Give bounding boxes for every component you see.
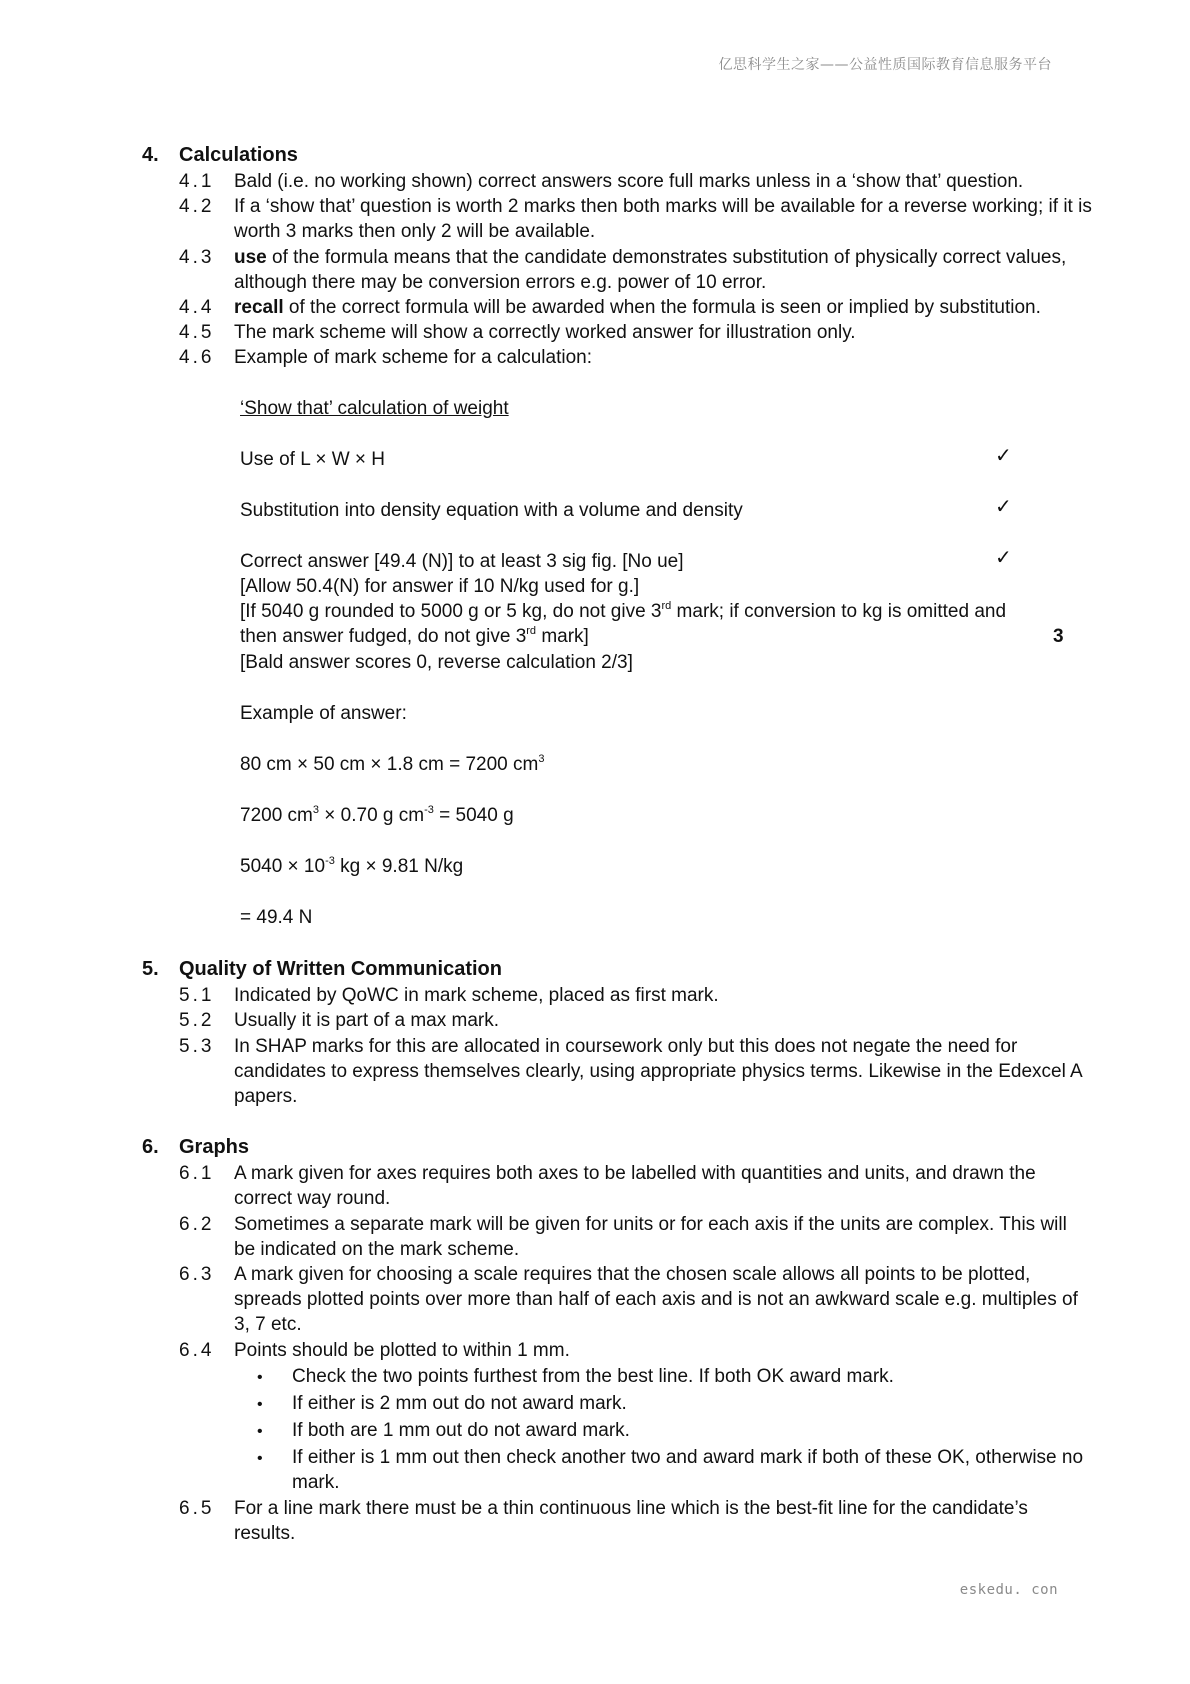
- item-5-3-text: In SHAP marks for this are allocated in coursework only but this does not negate the need for: [234, 1036, 1018, 1057]
- answer-label: Example of answer:: [240, 703, 407, 724]
- item-4-2-number: 4.2: [179, 196, 215, 217]
- item-6-5-text-cont: results.: [234, 1523, 296, 1544]
- item-5-2-text: Usually it is part of a max mark.: [234, 1010, 500, 1031]
- item-6-5-number: 6.5: [179, 1498, 215, 1519]
- item-4-2-text-cont: worth 3 marks then only 2 will be available.: [234, 221, 596, 242]
- item-5-3-number: 5.3: [179, 1036, 215, 1057]
- item-4-4-text: recall of the correct formula will be awarded when the formula is seen or implied by substitution.: [234, 297, 1041, 318]
- item-5-1-number: 5.1: [179, 985, 215, 1006]
- item-4-5-number: 4.5: [179, 322, 215, 343]
- section-5-title: Quality of Written Communication: [179, 958, 502, 980]
- bullet-4-text: If either is 1 mm out then check another two and award mark if both of these OK, otherwise no: [292, 1447, 1084, 1468]
- item-5-3-text-cont: papers.: [234, 1086, 298, 1107]
- bullet-icon: •: [257, 1396, 263, 1413]
- item-6-3-text-cont: 3, 7 etc.: [234, 1314, 302, 1335]
- bullet-1-text: Check the two points furthest from the best line. If both OK award mark.: [292, 1366, 894, 1387]
- bullet-2-text: If either is 2 mm out do not award mark.: [292, 1393, 627, 1414]
- item-4-1-text: Bald (i.e. no working shown) correct answers score full marks unless in a ‘show that’ question.: [234, 171, 1024, 192]
- note-rounded: [If 5040 g rounded to 5000 g or 5 kg, do not give 3rd mark; if conversion to kg is omitted and: [240, 600, 1007, 622]
- section-4-title: Calculations: [179, 144, 298, 166]
- bullet-icon: •: [257, 1369, 263, 1386]
- tick-icon: ✓: [995, 494, 1012, 518]
- item-4-3-number: 4.3: [179, 247, 215, 268]
- page-footer: eskedu. con: [959, 1582, 1058, 1598]
- item-4-5-text: The mark scheme will show a correctly worked answer for illustration only.: [234, 322, 856, 343]
- mark-3-text: Correct answer [49.4 (N)] to at least 3 sig fig. [No ue]: [240, 551, 684, 572]
- item-4-6-text: Example of mark scheme for a calculation:: [234, 347, 592, 368]
- page-header: 亿思科学生之家——公益性质国际教育信息服务平台: [718, 57, 1052, 73]
- item-6-1-text: A mark given for axes requires both axes to be labelled with quantities and units, and drawn the: [234, 1163, 1036, 1184]
- item-6-3-text-cont: spreads plotted points over more than half of each axis and is not an awkward scale e.g. multiples of: [234, 1289, 1078, 1310]
- calc-mass: 7200 $cm^3 \times 0.70$ g $cm^{-3} = 5040$ g: [240, 804, 514, 826]
- section-6-title: Graphs: [179, 1136, 250, 1158]
- item-5-1-text: Indicated by QoWC in mark scheme, placed as first mark.: [234, 985, 719, 1006]
- mark-1-text: Use of L × W × H: [240, 449, 386, 470]
- note-allow: [Allow 50.4(N) for answer if 10 N/kg used for g.]: [240, 576, 640, 597]
- note-bald: [Bald answer scores 0, reverse calculation 2/3]: [240, 652, 633, 673]
- item-4-3-text: use of the formula means that the candidate demonstrates substitution of physically correct values,: [234, 247, 1067, 268]
- example-heading: ‘Show that’ calculation of weight: [240, 398, 509, 419]
- calc-weight: $5040 \times 10^{-3}$ kg × 9.81 N/kg: [240, 855, 464, 877]
- item-4-6-number: 4.6: [179, 347, 215, 368]
- item-4-4-number: 4.4: [179, 297, 215, 318]
- bullet-icon: •: [257, 1450, 263, 1467]
- item-6-5-text: For a line mark there must be a thin continuous line which is the best-fit line for the candidate’s: [234, 1498, 1028, 1519]
- calc-result: = 49.4 N: [240, 907, 313, 928]
- item-5-2-number: 5.2: [179, 1010, 215, 1031]
- item-6-1-text-cont: correct way round.: [234, 1188, 391, 1209]
- tick-icon: ✓: [995, 545, 1012, 569]
- item-4-2-text: If a ‘show that’ question is worth 2 marks then both marks will be available for a reverse working; if it is: [234, 196, 1092, 217]
- bullet-3-text: If both are 1 mm out do not award mark.: [292, 1420, 630, 1441]
- item-6-1-number: 6.1: [179, 1163, 215, 1184]
- mark-2-text: Substitution into density equation with a volume and density: [240, 500, 743, 521]
- item-6-2-number: 6.2: [179, 1214, 215, 1235]
- total-marks: 3: [1053, 626, 1064, 647]
- item-6-2-text-cont: be indicated on the mark scheme.: [234, 1239, 520, 1260]
- item-6-3-text: A mark given for choosing a scale requires that the chosen scale allows all points to be plotted,: [234, 1264, 1031, 1285]
- section-5-number: 5.: [142, 958, 159, 980]
- item-6-2-text: Sometimes a separate mark will be given for units or for each axis if the units are complex. This will: [234, 1214, 1067, 1235]
- item-6-4-number: 6.4: [179, 1340, 215, 1361]
- item-6-4-text: Points should be plotted to within 1 mm.: [234, 1340, 570, 1361]
- tick-icon: ✓: [995, 443, 1012, 467]
- item-4-1-number: 4.1: [179, 171, 215, 192]
- item-4-3-text-cont: although there may be conversion errors e.g. power of 10 error.: [234, 272, 767, 293]
- calc-volume: 80 cm × 50 cm × 1.8 cm = 7200 $cm^3$: [240, 753, 545, 775]
- item-6-3-number: 6.3: [179, 1264, 215, 1285]
- item-5-3-text-cont: candidates to express themselves clearly, using appropriate physics terms. Likewise in the Edexcel A: [234, 1061, 1083, 1082]
- bullet-4-text-cont: mark.: [292, 1472, 340, 1493]
- keyword-recall: recall: [234, 297, 284, 318]
- note-fudged: then answer fudged, do not give 3rd mark]: [240, 625, 589, 647]
- section-6-number: 6.: [142, 1136, 159, 1158]
- keyword-use: use: [234, 247, 267, 268]
- bullet-icon: •: [257, 1423, 263, 1440]
- section-4-number: 4.: [142, 144, 159, 166]
